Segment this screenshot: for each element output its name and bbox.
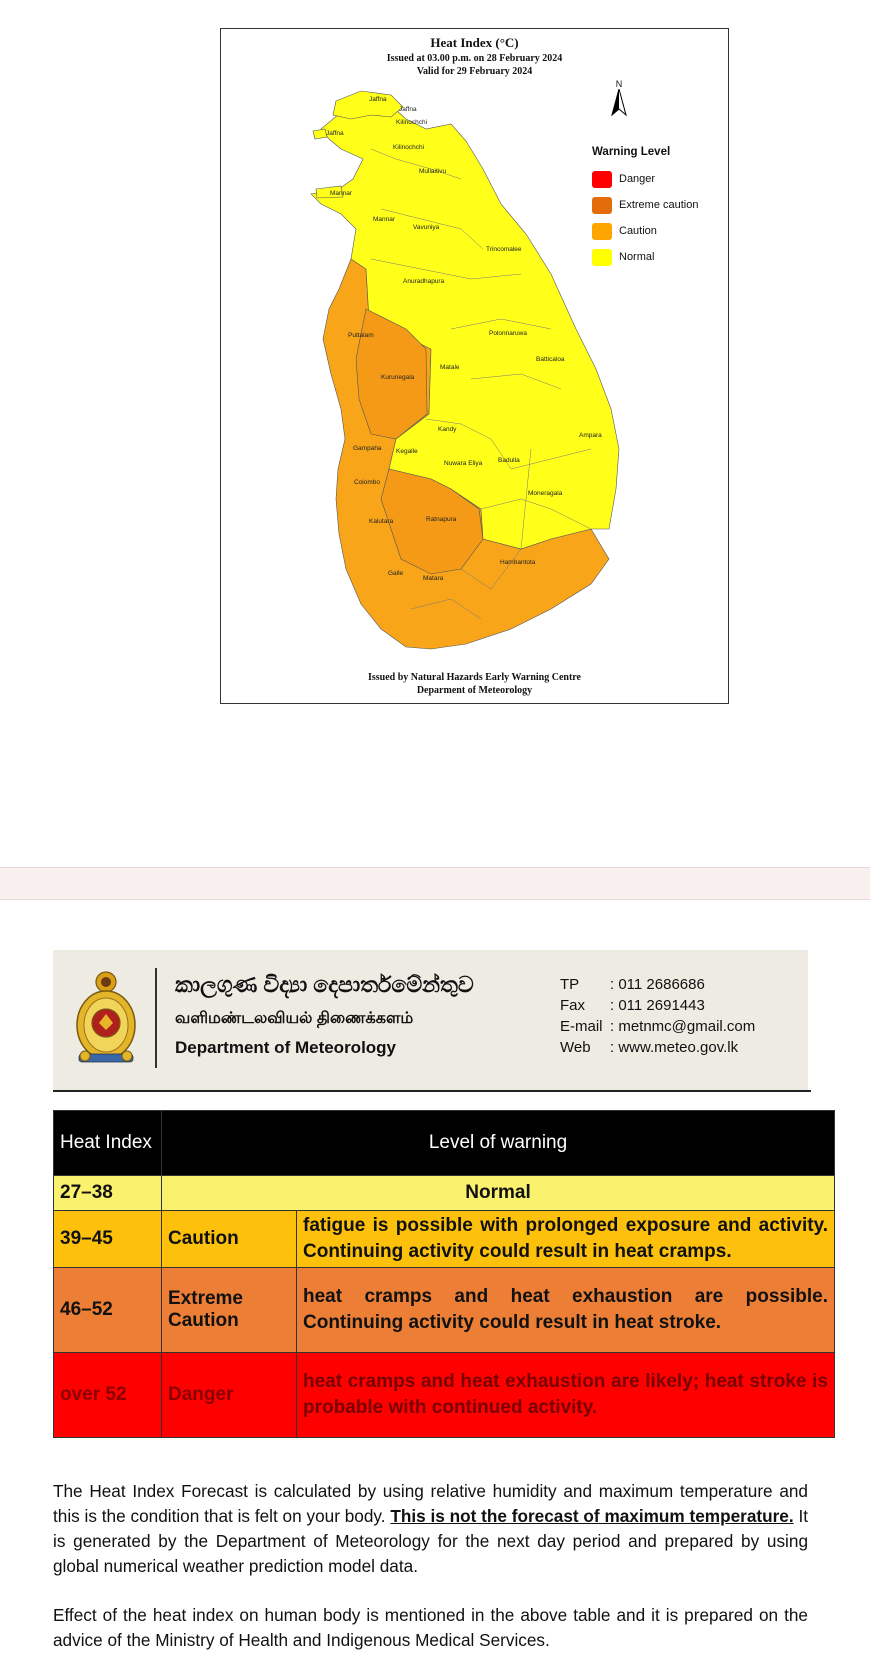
explanation-paragraph — [53, 1479, 808, 1579]
department-name-english: Department of Meteorology — [175, 1038, 397, 1057]
district-label: Colombo — [354, 479, 381, 486]
district-label: Mannar — [373, 216, 396, 223]
district-label: Matale — [440, 364, 460, 371]
north-arrow — [609, 79, 629, 119]
legend-item-normal — [592, 244, 698, 270]
level-cell: Caution — [162, 1211, 297, 1268]
legend-swatch-normal — [592, 249, 612, 266]
district-label: Kegalle — [396, 448, 418, 455]
north-arrow-icon — [609, 89, 629, 117]
district-label: Puttalam — [348, 332, 374, 339]
district-label: Jaffna — [369, 96, 387, 103]
range-cell: 27–38 — [54, 1176, 162, 1211]
legend-swatch-caution — [592, 223, 612, 240]
explanation-text-a: The Heat Index Forecast is calculated by using relative humidity and maximum temperature and this is the condition that is felt on your body. — [53, 1481, 808, 1526]
district-label: Jaffna — [399, 106, 417, 113]
legend-label-danger: Danger — [619, 173, 656, 185]
table-row-normal — [54, 1176, 835, 1211]
district-label: Kilinochchi — [396, 119, 428, 126]
description-cell: heat cramps and heat exhaustion are possible. Continuing activity could result in heat stroke. — [297, 1268, 835, 1353]
page-separator — [0, 867, 870, 900]
district-label: Polonnaruwa — [489, 330, 527, 337]
level-cell: Danger — [162, 1353, 297, 1438]
contact-row-email — [560, 1016, 755, 1037]
district-label: Moneragala — [528, 490, 563, 497]
district-label: Kurunegala — [381, 374, 415, 381]
department-name-sinhala: කාලගුණ විද්‍යා දෙපාර්තමේන්තුව — [175, 972, 474, 997]
district-label: Batticaloa — [536, 356, 565, 363]
contact-key: TP — [560, 976, 580, 993]
sri-lanka-map — [221, 29, 728, 703]
district-label: Gampaha — [353, 445, 382, 452]
range-cell: 39–45 — [54, 1211, 162, 1268]
district-label: Mullaitivu — [419, 168, 447, 175]
contact-row-tp — [560, 974, 755, 995]
map-footer-issuer: Issued by Natural Hazards Early Warning Centre — [368, 672, 581, 683]
header-level-of-warning: Level of warning — [162, 1111, 835, 1176]
legend-title: Warning Level — [592, 146, 671, 158]
table-row-extreme-caution — [54, 1268, 835, 1353]
map-title: Heat Index (°C) — [430, 35, 519, 50]
district-label: Galle — [388, 570, 404, 577]
district-label: Ratnapura — [426, 516, 457, 523]
contact-row-fax — [560, 995, 755, 1016]
district-label: Matara — [423, 575, 444, 582]
island-west — [313, 129, 327, 139]
explanation-emphasis: This is not the forecast of maximum temperature. — [390, 1506, 794, 1526]
contact-key: E-mail — [560, 1018, 603, 1035]
legend-label-normal: Normal — [619, 251, 655, 263]
table-row-caution — [54, 1211, 835, 1268]
district-label: Trincomalee — [486, 246, 522, 253]
legend-label-caution: Caution — [619, 225, 657, 237]
heat-index-table — [53, 1110, 835, 1438]
map-footer-department: Deparment of Meteorology — [416, 685, 533, 696]
heat-index-map — [220, 28, 729, 704]
contact-block — [560, 974, 755, 1058]
range-cell: over 52 — [54, 1353, 162, 1438]
contact-value[interactable]: : metnmc@gmail.com — [610, 1018, 756, 1035]
letterhead-divider — [155, 968, 157, 1068]
district-label: Mannar — [330, 190, 353, 197]
contact-value[interactable]: : www.meteo.gov.lk — [610, 1039, 739, 1056]
range-cell: 46–52 — [54, 1268, 162, 1353]
government-emblem-icon — [73, 968, 139, 1068]
district-label: Vavuniya — [413, 224, 440, 231]
contact-key: Fax — [560, 997, 586, 1014]
legend-item-danger — [592, 166, 698, 192]
department-name-tamil: வளிமண்டலவியல் திணைக்களம் — [175, 1010, 414, 1027]
legend-item-caution — [592, 218, 698, 244]
table-header-row — [54, 1111, 835, 1176]
contact-row-web — [560, 1037, 755, 1058]
north-label: N — [615, 79, 623, 89]
description-cell: heat cramps and heat exhaustion are likely; heat stroke is probable with continued activity. — [297, 1353, 835, 1438]
contact-value: : 011 2686686 — [610, 976, 705, 993]
contact-value: : 011 2691443 — [610, 997, 705, 1014]
description-cell: fatigue is possible with prolonged exposure and activity. Continuing activity could result in heat cramps. — [297, 1211, 835, 1268]
legend-item-extreme-caution — [592, 192, 698, 218]
jaffna-peninsula — [333, 91, 403, 119]
level-cell: Normal — [162, 1176, 835, 1211]
district-label: Nuwara Eliya — [444, 460, 483, 467]
map-valid: Valid for 29 February 2024 — [416, 66, 533, 77]
health-note-paragraph: Effect of the heat index on human body is mentioned in the above table and it is prepared on the advice of the Ministry of Health and Indigenous Medical Services. — [53, 1605, 808, 1650]
table-row-danger — [54, 1353, 835, 1438]
level-cell: Extreme Caution — [162, 1268, 297, 1353]
district-label: Kilinochchi — [393, 144, 425, 151]
letterhead-rule — [53, 1090, 811, 1092]
legend-swatch-danger — [592, 171, 612, 188]
district-label: Jaffna — [326, 130, 344, 137]
district-label: Badulla — [498, 457, 520, 464]
explanation-text-c: It is generated by the Department of Meteorology for the next day period and prepared by using global numerical weather prediction model data. — [53, 1506, 809, 1576]
letterhead — [53, 950, 808, 1090]
header-heat-index: Heat Index — [54, 1111, 162, 1176]
district-label: Kalutara — [369, 518, 394, 525]
district-label: Kandy — [438, 426, 457, 433]
legend-swatch-extreme-caution — [592, 197, 612, 214]
district-label: Ampara — [579, 432, 602, 439]
district-label: Anuradhapura — [403, 278, 445, 285]
map-issued: Issued at 03.00 p.m. on 28 February 2024 — [386, 53, 563, 64]
contact-key: Web — [560, 1039, 591, 1056]
legend-label-extreme-caution: Extreme caution — [619, 199, 699, 211]
map-legend — [592, 146, 698, 270]
district-label: Hambantota — [500, 559, 536, 566]
